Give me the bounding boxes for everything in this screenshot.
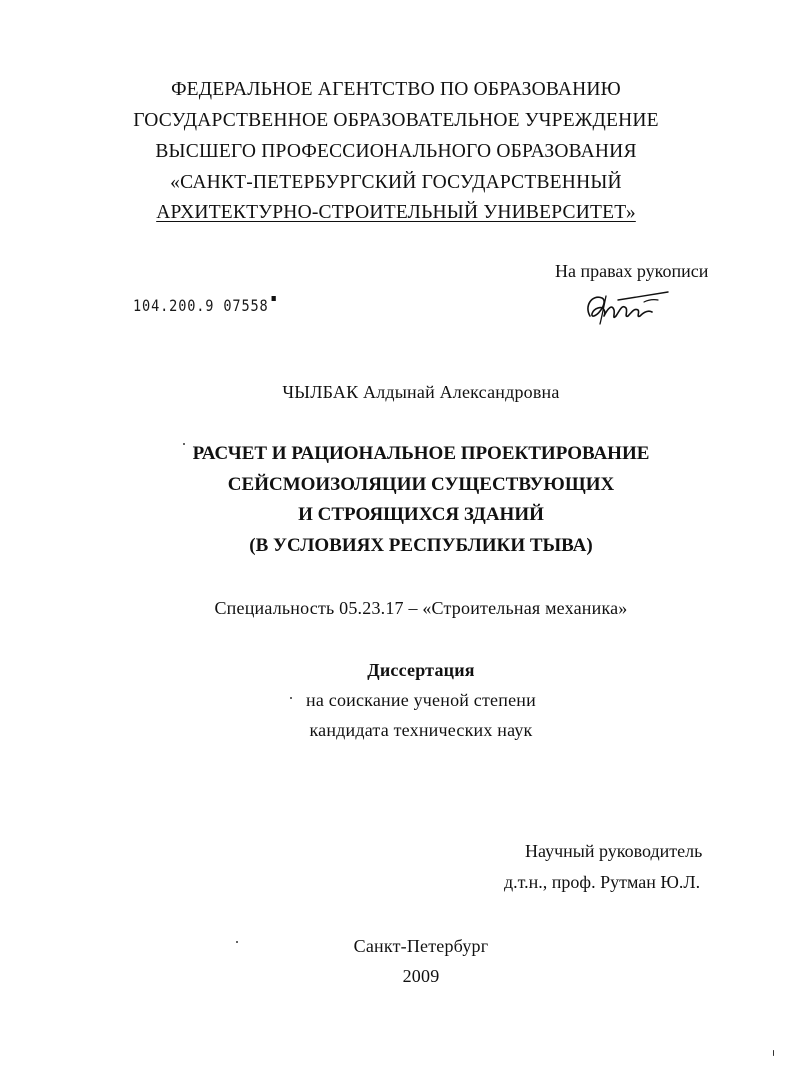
footer-year: 2009 [402, 966, 440, 986]
org-line-2: ГОСУДАРСТВЕННОЕ ОБРАЗОВАТЕЛЬНОЕ УЧРЕЖДЕНИЕ [133, 110, 659, 131]
specialty-line: Специальность 05.23.17 – «Строительная механика» [214, 598, 628, 618]
supervisor-label: Научный руководитель [525, 841, 703, 861]
work-type-heading: Диссертация [367, 660, 475, 680]
title-line-2: СЕЙСМОИЗОЛЯЦИИ СУЩЕСТВУЮЩИХ [227, 474, 615, 495]
org-line-5: АРХИТЕКТУРНО-СТРОИТЕЛЬНЫЙ УНИВЕРСИТЕТ» [156, 202, 636, 223]
org-line-1: ФЕДЕРАЛЬНОЕ АГЕНТСТВО ПО ОБРАЗОВАНИЮ [171, 79, 621, 100]
work-type-line-1: на соискание ученой степени [306, 690, 536, 710]
title-line-4: (В УСЛОВИЯХ РЕСПУБЛИКИ ТЫВА) [249, 535, 593, 556]
registration-code: 104.200.9 07558 [133, 296, 275, 315]
author-name: ЧЫЛБАК Алдынай Александровна [282, 382, 560, 402]
org-line-4: «САНКТ-ПЕТЕРБУРГСКИЙ ГОСУДАРСТВЕННЫЙ [170, 172, 622, 193]
supervisor-name: д.т.н., проф. Рутман Ю.Л. [504, 872, 701, 892]
work-type-line-2: кандидата технических наук [309, 720, 533, 740]
signature-image [582, 286, 672, 326]
org-line-3: ВЫСШЕГО ПРОФЕССИОНАЛЬНОГО ОБРАЗОВАНИЯ [155, 141, 637, 162]
footer-city: Санкт-Петербург [353, 936, 489, 956]
title-line-1: РАСЧЕТ И РАЦИОНАЛЬНОЕ ПРОЕКТИРОВАНИЕ [192, 443, 650, 464]
title-line-3: И СТРОЯЩИХСЯ ЗДАНИЙ [298, 504, 544, 525]
scan-speck [773, 1050, 774, 1056]
scan-speck [236, 941, 238, 943]
scan-speck [290, 697, 292, 699]
scan-speck [183, 443, 185, 445]
manuscript-note: На правах рукописи [555, 261, 709, 281]
